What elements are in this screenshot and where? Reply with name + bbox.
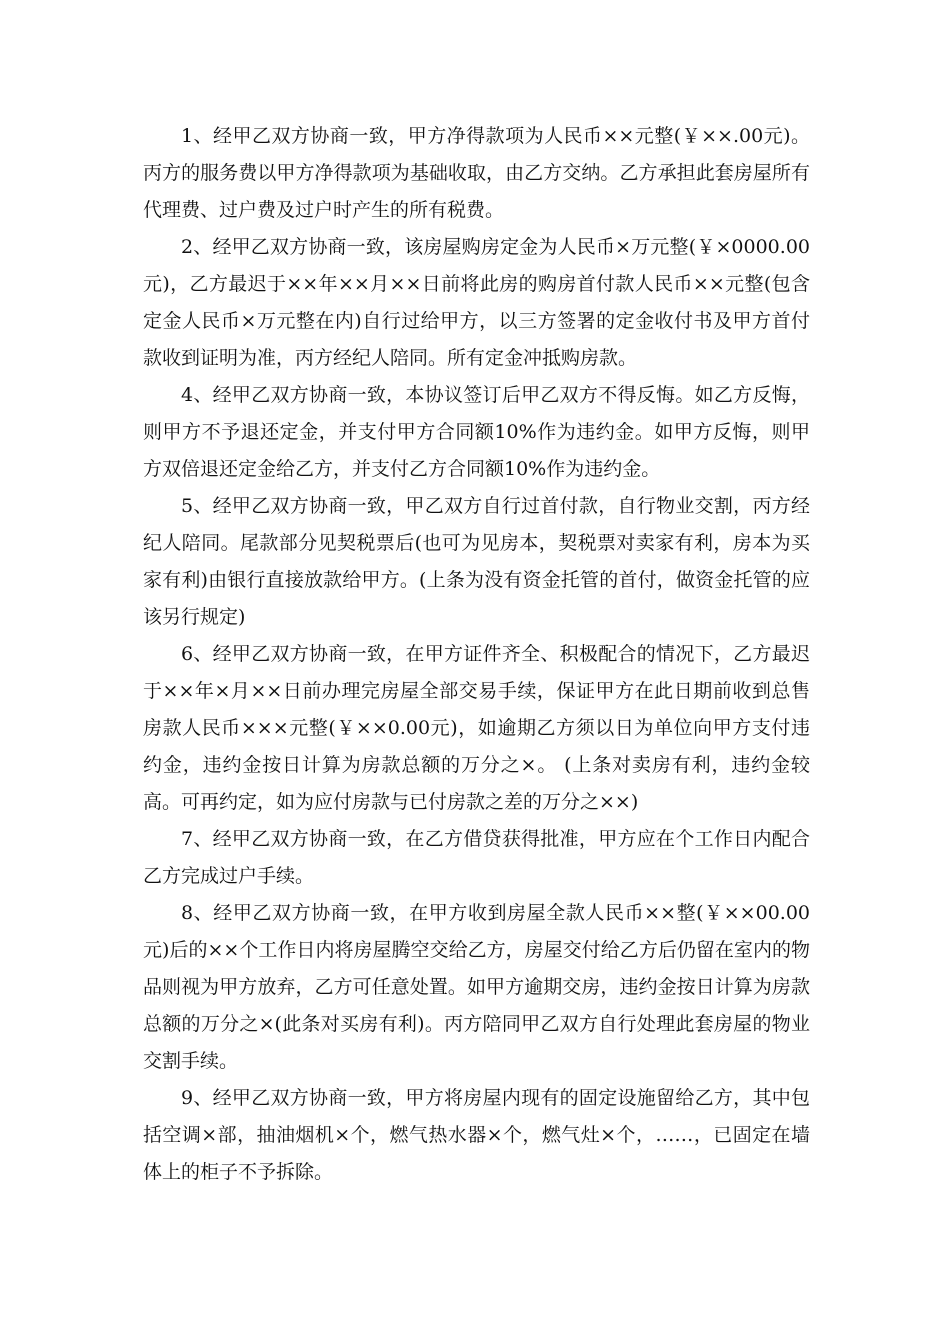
document-body	[143, 118, 810, 1191]
paragraph-clause-4: 4、经甲乙双方协商一致，本协议签订后甲乙双方不得反悔。如乙方反悔，则甲方不予退还定金，并支付甲方合同额10%作为违约金。如甲方反悔，则甲方双倍退还定金给乙方，并支付乙方合同额10%作为违约金。	[143, 384, 810, 480]
paragraph-clause-2: 2、经甲乙双方协商一致，该房屋购房定金为人民币×万元整(￥×0000.00元)，乙方最迟于××年××月××日前将此房的购房首付款人民币××元整(包含定金人民币×万元整在内)自行过给甲方，以三方签署的定金收付书及甲方首付款收到证明为准，丙方经纪人陪同。所有定金冲抵购房款。	[143, 236, 810, 369]
paragraph-clause-6: 6、经甲乙双方协商一致，在甲方证件齐全、积极配合的情况下，乙方最迟于××年×月××日前办理完房屋全部交易手续，保证甲方在此日期前收到总售房款人民币×××元整(￥××0.00元)，如逾期乙方须以日为单位向甲方支付违约金，违约金按日计算为房款总额的万分之×。 (上条对卖房有利，违约金较高。可再约定，如为应付房款与已付房款之差的万分之××)	[143, 643, 810, 813]
paragraph-clause-1: 1、经甲乙双方协商一致，甲方净得款项为人民币××元整(￥××.00元)。丙方的服务费以甲方净得款项为基础收取，由乙方交纳。乙方承担此套房屋所有代理费、过户费及过户时产生的所有税费。	[143, 125, 810, 221]
paragraph-clause-8: 8、经甲乙双方协商一致，在甲方收到房屋全款人民币××整(￥××00.00元)后的××个工作日内将房屋腾空交给乙方，房屋交付给乙方后仍留在室内的物品则视为甲方放弃，乙方可任意处置。如甲方逾期交房，违约金按日计算为房款总额的万分之×(此条对买房有利)。丙方陪同甲乙双方自行处理此套房屋的物业交割手续。	[143, 902, 810, 1072]
paragraph-clause-5: 5、经甲乙双方协商一致，甲乙双方自行过首付款，自行物业交割，丙方经纪人陪同。尾款部分见契税票后(也可为见房本，契税票对卖家有利，房本为买家有利)由银行直接放款给甲方。(上条为没有资金托管的首付，做资金托管的应该另行规定)	[143, 495, 810, 628]
paragraph-clause-7: 7、经甲乙双方协商一致，在乙方借贷获得批准，甲方应在个工作日内配合乙方完成过户手续。	[143, 828, 810, 887]
paragraph-clause-9: 9、经甲乙双方协商一致，甲方将房屋内现有的固定设施留给乙方，其中包括空调×部，抽油烟机×个，燃气热水器×个，燃气灶×个，……，已固定在墙体上的柜子不予拆除。	[143, 1087, 810, 1183]
